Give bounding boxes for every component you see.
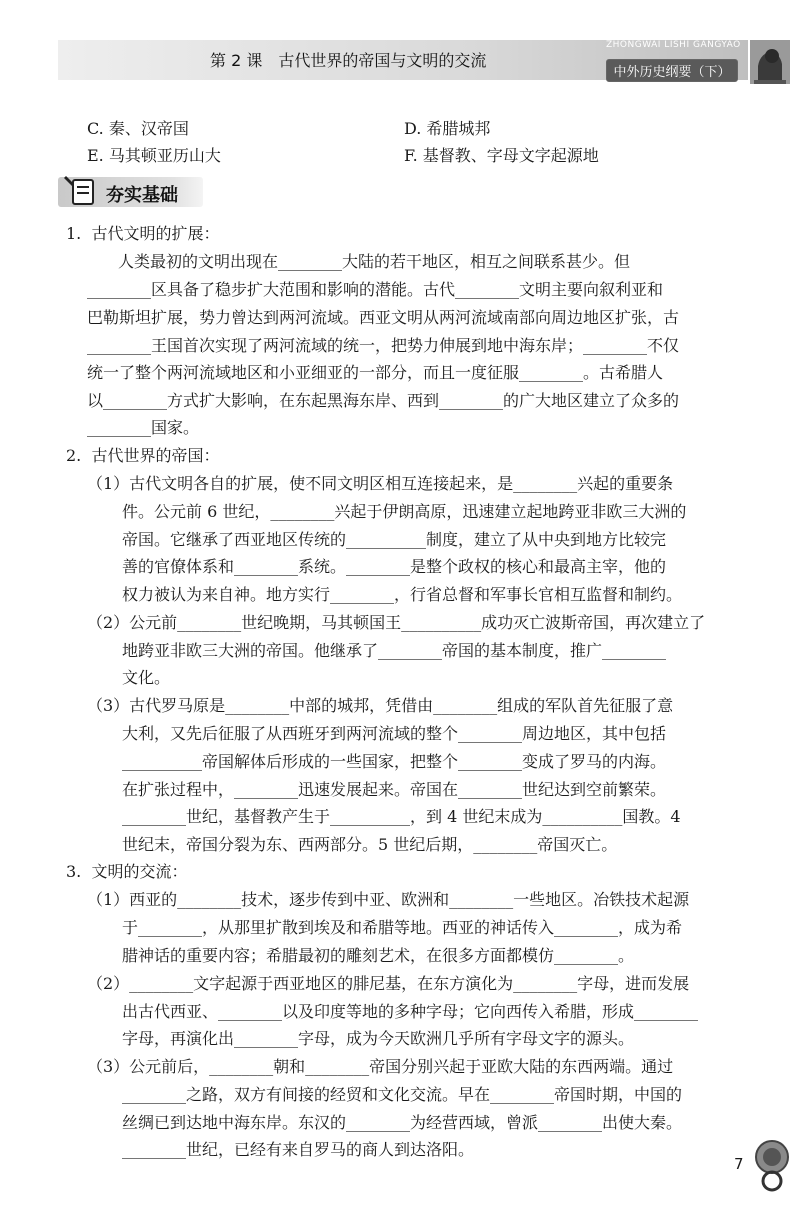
text-line: ________之路，双方有间接的经贸和文化交流。早在________帝国时期，中国的 xyxy=(122,1085,683,1104)
text-line: 件。公元前 6 世纪，________兴起于伊朗高原，迅速建立起地跨亚非欧三大洲的 xyxy=(122,502,687,521)
text-line: 统一了整个两河流域地区和小亚细亚的一部分，而且一度征服________。古希腊人 xyxy=(87,363,664,382)
text-line: ________世纪，已经有来自罗马的商人到达洛阳。 xyxy=(122,1140,475,1159)
text-line: 善的官僚体系和________系统。________是整个政权的核心和最高主宰，他的 xyxy=(122,557,667,576)
text-line: 大利，又先后征服了从西班牙到两河流域的整个________周边地区，其中包括 xyxy=(122,724,667,743)
text-line: （1）古代文明各自的扩展，使不同文明区相互连接起来，是________兴起的重要条 xyxy=(87,474,674,493)
page-number: 7 xyxy=(734,1155,744,1173)
text-line: （3）公元前后，________朝和________帝国分别兴起于亚欧大陆的东西两端。通过 xyxy=(87,1057,674,1076)
book-title-badge: 中外历史纲要（下） xyxy=(606,59,738,82)
text-line: 在扩张过程中，________迅速发展起来。帝国在________世纪达到空前繁荣。 xyxy=(122,780,667,799)
text-line: ________国家。 xyxy=(87,418,200,437)
text-line: ________区具备了稳步扩大范围和影响的潜能。古代________文明主要向叙利亚和 xyxy=(87,280,664,299)
text-line: 于________，从那里扩散到埃及和希腊等地。西亚的神话传入________，成为希 xyxy=(122,918,683,937)
q2-heading: 2. 古代世界的帝国： xyxy=(66,446,220,465)
text-line: （2）________文字起源于西亚地区的腓尼基，在东方演化为________字母，进而发展 xyxy=(87,974,690,993)
text-line: 巴勒斯坦扩展，势力曾达到两河流域。西亚文明从两河流域南部向周边地区扩张，古 xyxy=(87,308,680,327)
text-line: （3）古代罗马原是________中部的城邦，凭借由________组成的军队首先征服了意 xyxy=(87,696,674,715)
text-line: 出古代西亚、________以及印度等地的多种字母；它向西传入希腊，形成________ xyxy=(122,1002,699,1021)
text-line: 以________方式扩大影响，在东起黑海东岸、西到________的广大地区建立了众多的 xyxy=(87,391,680,410)
text-line: （1）西亚的________技术，逐步传到中亚、欧洲和________一些地区。冶铁技术起源 xyxy=(87,890,690,909)
text-line: 腊神话的重要内容；希腊最初的雕刻艺术，在很多方面都模仿________。 xyxy=(122,946,635,965)
option-f: F. 基督教、字母文字起源地 xyxy=(404,146,599,165)
option-c: C. 秦、汉帝国 xyxy=(87,119,189,138)
option-e: E. 马其顿亚历山大 xyxy=(87,146,221,165)
text-line: （2）公元前________世纪晚期，马其顿国王__________成功灭亡波斯帝国，再次建立了 xyxy=(87,613,706,632)
q3-heading: 3. 文明的交流： xyxy=(66,862,188,881)
text-line: 地跨亚非欧三大洲的帝国。他继承了________帝国的基本制度，推广________ xyxy=(122,641,667,660)
text-line: 世纪末，帝国分裂为东、西两部分。5 世纪后期，________帝国灭亡。 xyxy=(122,835,618,854)
lion-knocker-icon xyxy=(748,1135,790,1195)
text-line: 权力被认为来自神。地方实行________，行省总督和军事长官相互监督和制约。 xyxy=(122,585,683,604)
text-line: 丝绸已到达地中海东岸。东汉的________为经营西域，曾派________出使大秦。 xyxy=(122,1113,683,1132)
section-title: 夯实基础 xyxy=(106,185,178,206)
lion-statue-icon xyxy=(750,40,790,84)
header-pinyin: ZHONGWAI LISHI GANGYAO xyxy=(606,40,741,50)
text-line: 帝国。它继承了西亚地区传统的__________制度，建立了从中央到地方比较完 xyxy=(122,530,667,549)
text-line: ________王国首次实现了两河流域的统一，把势力伸展到地中海东岸；________不仅 xyxy=(87,336,680,355)
text-line: __________帝国解体后形成的一些国家，把整个________变成了罗马的内海。 xyxy=(122,752,667,771)
text-line: 文化。 xyxy=(122,668,171,687)
q1-heading: 1. 古代文明的扩展： xyxy=(66,224,220,243)
option-d: D. 希腊城邦 xyxy=(404,119,491,138)
text-line: 人类最初的文明出现在________大陆的若干地区，相互之间联系甚少。但 xyxy=(118,252,631,271)
text-line: 字母，再演化出________字母，成为今天欧洲几乎所有字母文字的源头。 xyxy=(122,1029,635,1048)
text-line: ________世纪，基督教产生于__________，到 4 世纪末成为__________国教。4 xyxy=(122,807,681,826)
lesson-title: 第 2 课 古代世界的帝国与文明的交流 xyxy=(210,51,487,70)
pen-notebook-icon xyxy=(64,174,98,208)
